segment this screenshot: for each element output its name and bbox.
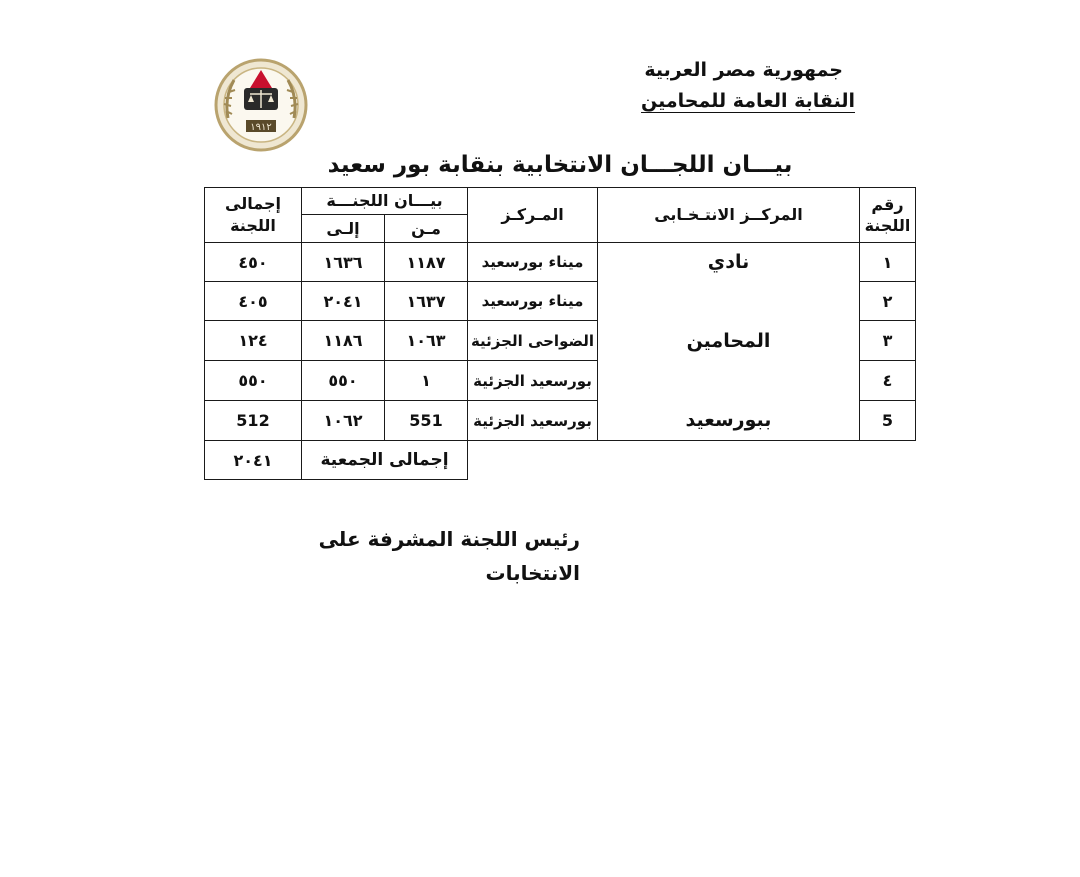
district-cell: ميناء بورسعيد [468, 282, 598, 321]
table-row [205, 321, 916, 361]
range-from-cell: ١ [385, 361, 468, 401]
signature-line: رئيس اللجنة المشرفة على الانتخابات [318, 527, 580, 585]
range-from-cell: ١١٨٧ [385, 243, 468, 282]
grand-total-label: إجمالى الجمعية [302, 441, 468, 480]
header-to: إلـى [302, 215, 385, 243]
logo-emblem-icon [214, 58, 308, 152]
country-name: جمهورية مصر العربية [644, 59, 843, 81]
organization-name: النقابة العامة للمحامين [641, 90, 855, 112]
table-row [205, 282, 916, 321]
header-from: مـن [385, 215, 468, 243]
center-line-3: ببورسعيد [685, 409, 772, 432]
committee-number: ٢ [860, 282, 916, 321]
election-center-cell [598, 361, 860, 401]
table-row [205, 401, 916, 441]
committee-number: ١ [860, 243, 916, 282]
election-center-cell [598, 321, 860, 361]
committee-total-cell: ١٢٤ [205, 321, 302, 361]
range-to-cell: ١١٨٦ [302, 321, 385, 361]
range-from-cell: ١٦٣٧ [385, 282, 468, 321]
district-cell: الضواحى الجزئية [468, 321, 598, 361]
letterhead [640, 54, 855, 116]
election-center-cell [598, 282, 860, 321]
document-title: بيـــان اللجـــان الانتخابية بنقابة بور سعيد [327, 152, 793, 178]
election-center-cell [598, 243, 860, 282]
bar-association-logo [214, 58, 308, 152]
center-line-2: المحامين [686, 329, 771, 352]
range-to-cell: ١٠٦٢ [302, 401, 385, 441]
center-line-1: نادي [707, 251, 750, 274]
committee-total-cell: ٥٥٠ [205, 361, 302, 401]
committee-total-cell: ٤٠٥ [205, 282, 302, 321]
header-committee-range: بيـــان اللجنـــة [302, 188, 468, 215]
range-to-cell: ٢٠٤١ [302, 282, 385, 321]
header-district: المـركـز [468, 188, 598, 243]
header-election-center: المركــز الانتـخـابى [598, 188, 860, 243]
table-row [205, 361, 916, 401]
committee-number: 5 [860, 401, 916, 441]
header-committee-number: رقم اللجنة [860, 188, 916, 243]
committee-number: ٤ [860, 361, 916, 401]
committees-table [204, 187, 916, 480]
header-committee-total: إجمالى اللجنة [205, 188, 302, 243]
range-from-cell: 551 [385, 401, 468, 441]
grand-total-value: ٢٠٤١ [205, 441, 302, 480]
district-cell: ميناء بورسعيد [468, 243, 598, 282]
table-header-row [205, 188, 916, 215]
range-to-cell: ٥٥٠ [302, 361, 385, 401]
logo-year: ١٩١٢ [250, 122, 272, 133]
committee-total-cell: 512 [205, 401, 302, 441]
election-center-cell [598, 401, 860, 441]
district-cell: بورسعيد الجزئية [468, 401, 598, 441]
district-cell: بورسعيد الجزئية [468, 361, 598, 401]
committee-number: ٣ [860, 321, 916, 361]
grand-total-row [205, 441, 916, 480]
range-from-cell: ١٠٦٣ [385, 321, 468, 361]
committee-total-cell: ٤٥٠ [205, 243, 302, 282]
table-row [205, 243, 916, 282]
range-to-cell: ١٦٣٦ [302, 243, 385, 282]
